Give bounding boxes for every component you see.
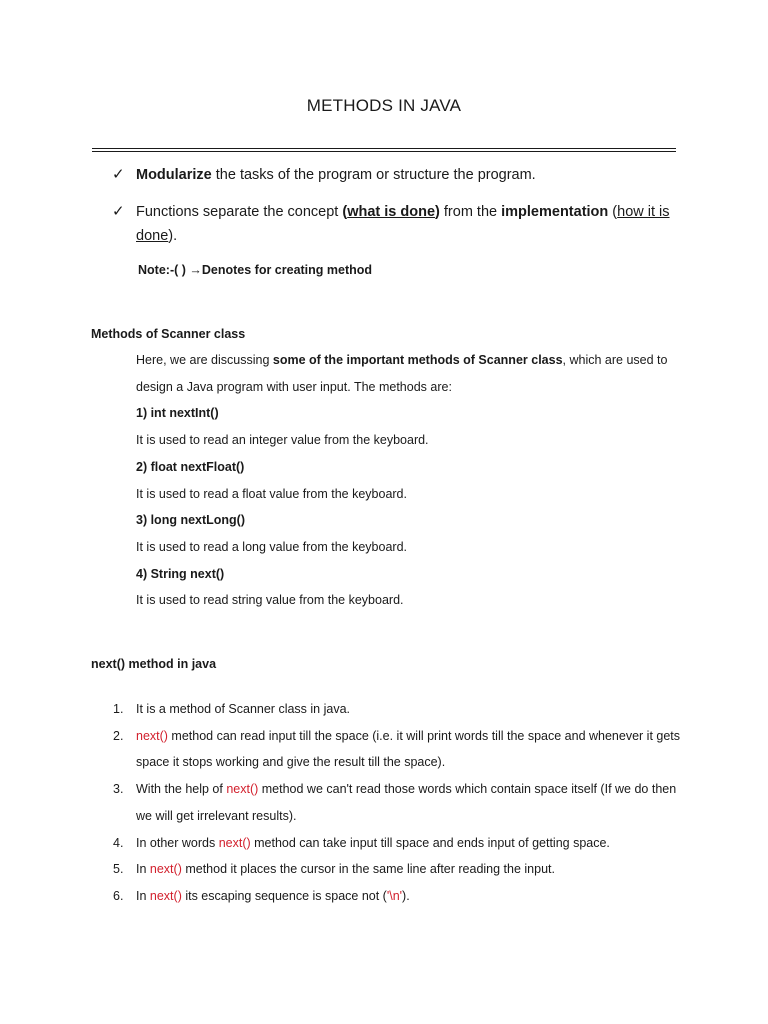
bullet-text: from the <box>439 204 502 220</box>
method-desc: It is used to read string value from the keyboard. <box>136 593 404 608</box>
list-item <box>113 723 681 776</box>
bullet-text: ( <box>608 204 618 220</box>
code-highlight: next() <box>226 782 259 797</box>
list-number: 3. <box>113 782 124 797</box>
bullet-emphasis: what is done <box>347 204 436 220</box>
intro-text: Here, we are discussing <box>136 353 273 367</box>
bullet-text: ( <box>342 204 348 220</box>
checkmark-icon: ✓ <box>112 166 125 183</box>
list-item <box>113 883 678 910</box>
bullet-text: the tasks of the program or structure the program. <box>211 167 536 183</box>
intro-text: , which are used to <box>562 353 668 367</box>
note: Note:-( ) →Denotes for creating method <box>138 263 373 277</box>
scanner-intro <box>136 347 677 614</box>
list-text: method it places the cursor in the same line after reading the input. <box>181 862 555 877</box>
bullet-text: ). <box>168 228 178 244</box>
section-heading-next: next() method in java <box>91 657 217 671</box>
method-name: 3) long nextLong() <box>136 513 246 528</box>
code-highlight: next() <box>218 835 251 850</box>
code-highlight: next() <box>149 862 182 877</box>
next-method-list <box>113 696 681 910</box>
bullet-text: how it is <box>617 204 670 220</box>
section-heading-scanner: Methods of Scanner class <box>91 327 246 341</box>
list-text: method can take input till space and ends input of getting space. <box>250 835 610 850</box>
intro-text: design a Java program with user input. The methods are: <box>136 379 452 394</box>
title-divider <box>92 148 676 152</box>
code-highlight: next() <box>149 888 182 903</box>
page-title: METHODS IN JAVA <box>306 96 462 115</box>
bullet-emphasis: implementation <box>501 204 609 220</box>
method-name: 4) String next() <box>136 566 225 581</box>
checkmark-icon: ✓ <box>112 203 125 220</box>
list-number: 4. <box>113 835 124 850</box>
code-highlight: '\n' <box>386 888 403 903</box>
list-item <box>113 856 678 883</box>
intro-emphasis: some of the important methods of Scanner class <box>272 353 563 367</box>
list-text: In other words <box>136 835 219 850</box>
method-desc: It is used to read a float value from the keyboard. <box>136 486 407 501</box>
list-text: In <box>136 888 150 903</box>
list-text: space it stops working and give the result till the space). <box>136 755 446 770</box>
method-desc: It is used to read a long value from the keyboard. <box>136 539 407 554</box>
list-text: method we can't read those words which contain space itself (If we do then <box>258 782 677 797</box>
method-name: 1) int nextInt() <box>136 406 219 421</box>
list-number: 2. <box>113 728 124 743</box>
list-text: It is a method of Scanner class in java. <box>136 702 350 716</box>
list-text: its escaping sequence is space not ( <box>181 888 387 903</box>
list-item <box>113 776 678 829</box>
list-text: ). <box>402 888 410 903</box>
list-item <box>113 696 678 723</box>
bullet-functions <box>0 200 768 250</box>
list-number: 1. <box>113 702 124 716</box>
bullet-text: done <box>136 228 169 244</box>
code-highlight: next() <box>136 728 168 743</box>
list-item <box>113 830 678 857</box>
list-text: method can read input till the space (i.e. it will print words till the space and whenever it gets <box>167 728 681 743</box>
method-name: 2) float nextFloat() <box>136 459 245 474</box>
bullet-bold: Modularize <box>136 167 212 183</box>
method-desc: It is used to read an integer value from the keyboard. <box>136 433 429 448</box>
bullet-text: ) <box>435 204 440 220</box>
list-text: With the help of <box>136 782 227 797</box>
list-text: we will get irrelevant results). <box>136 808 297 823</box>
list-number: 5. <box>113 862 124 877</box>
bullet-text: Functions separate the concept <box>136 204 343 220</box>
list-text: In <box>136 862 150 877</box>
list-number: 6. <box>113 888 124 903</box>
